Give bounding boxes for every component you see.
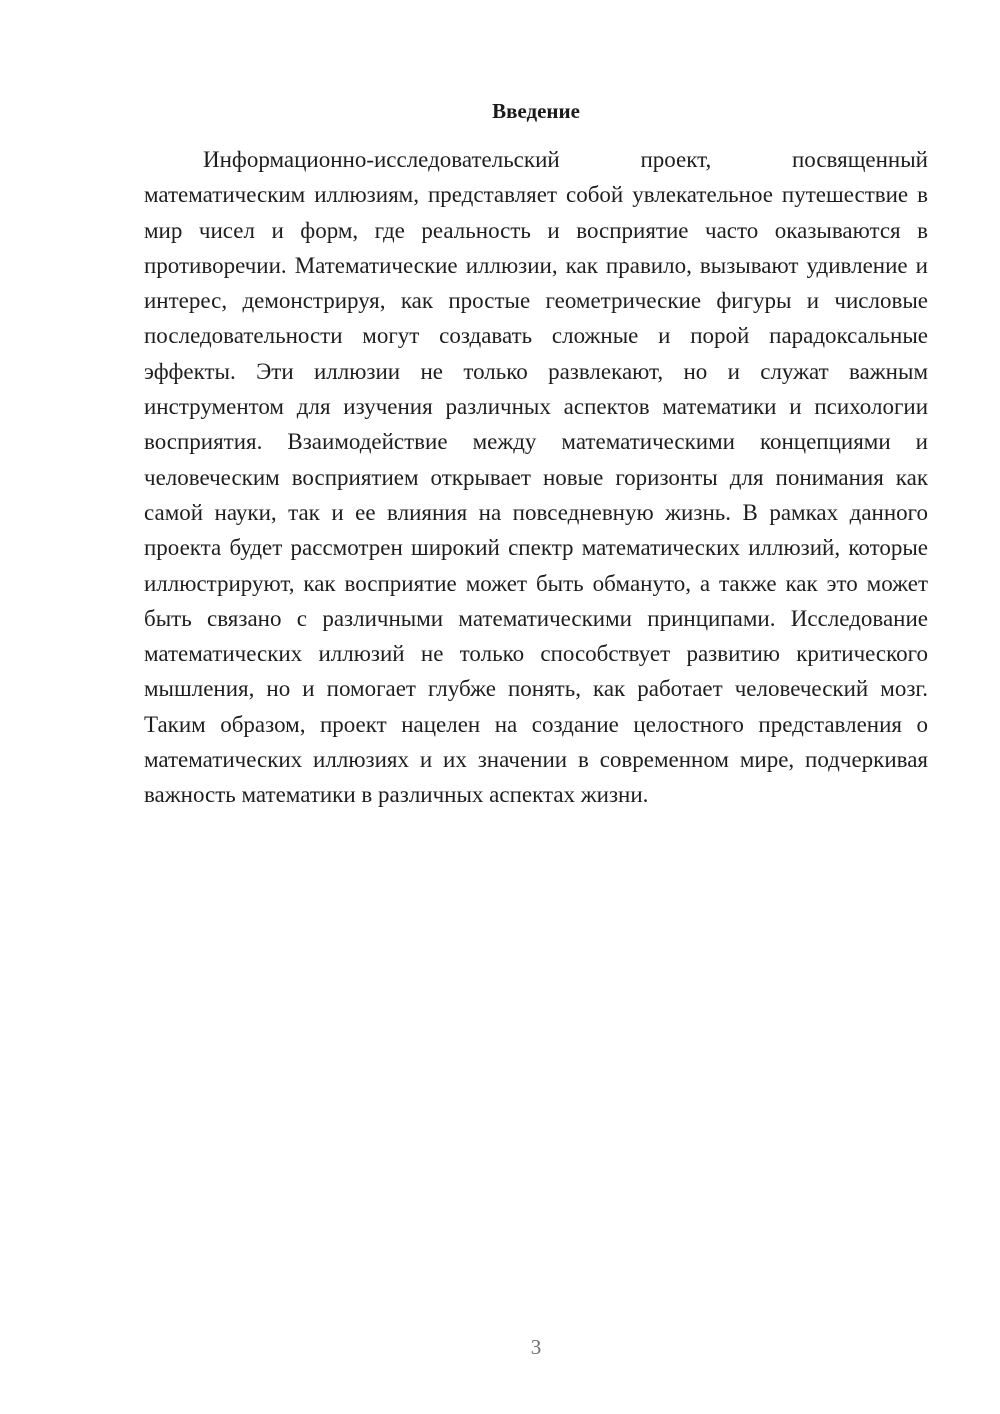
page-number: 3	[530, 1335, 542, 1359]
section-heading: Введение	[492, 99, 580, 123]
intro-paragraph: Информационно-исследовательский проект, посвященный математическим иллюзиям, представляет собой увлекательное путешествие в мир чисел и форм, где реальность и восприятие часто оказываются в противоречии. Математические иллюзии, как правило, вызывают удивление и интерес, демонстрируя, как простые геометрические фигуры и числовые последовательности могут создавать сложные и порой парадоксальные эффекты. Эти иллюзии не только развлекают, но и служат важным инструментом для изучения различных аспектов математики и психологии восприятия. Взаимодействие между математическими концепциями и человеческим восприятием открывает новые горизонты для понимания как самой науки, так и ее влияния на повседневную жизнь. В рамках данного проекта будет рассмотрен широкий спектр математических иллюзий, которые иллюстрируют, как восприятие может быть обмануто, а также как это может быть связано с различными математическими принципами. Исследование математических иллюзий не только способствует развитию критического мышления, но и помогает глубже понять, как работает человеческий мозг. Таким образом, проект нацелен на создание целостного представления о математических иллюзиях и их значении в современном мире, подчеркивая важность математики в различных аспектах жизни.	[144, 147, 928, 808]
